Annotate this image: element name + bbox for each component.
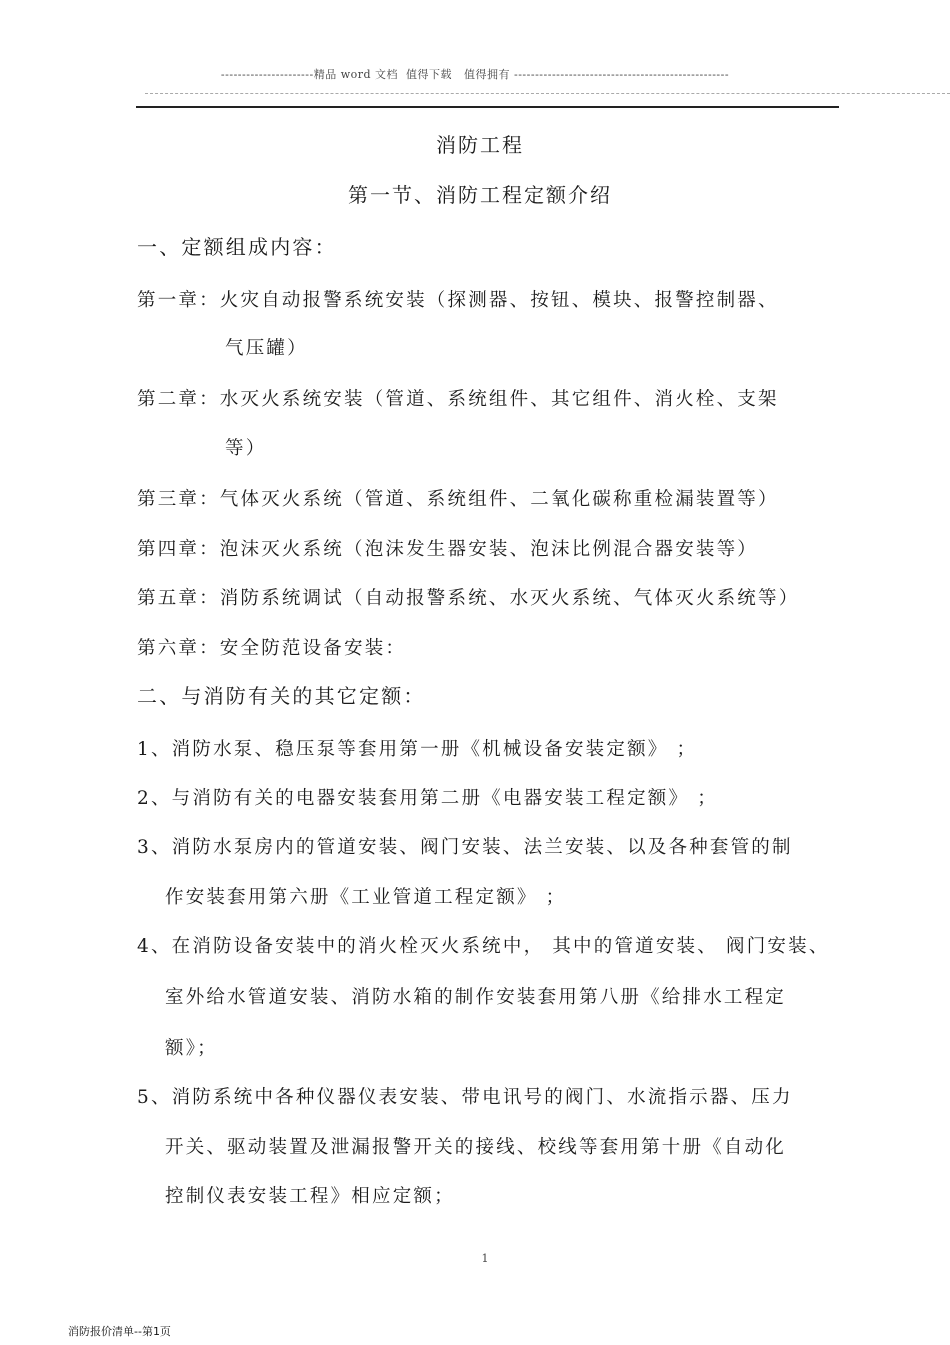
heading-quota-contents: 一、定额组成内容： [137,235,337,259]
chapter-5-line: 第五章：消防系统调试（自动报警系统、水灭火系统、气体灭火系统等） [137,588,800,609]
chapter-4-line: 第四章：泡沫灭火系统（泡沫发生器安装、泡沫比例混合器安装等） [137,539,759,560]
header-dashed-line [145,93,950,94]
page-number: 1 [481,1252,489,1265]
heading-other-quotas: 二、与消防有关的其它定额： [137,684,426,708]
item-4-line-1: 4、在消防设备安装中的消火栓灭火系统中， 其中的管道安装、 阀门安装、 [137,936,830,957]
item-5-line-3: 控制仪表安装工程》相应定额； [165,1186,455,1207]
chapter-1-line-1: 第一章：火灾自动报警系统安装（探测器、按钮、模块、报警控制器、 [137,290,779,311]
chapter-1-line-2: 气压罐） [225,338,308,359]
item-5-line-1: 5、消防系统中各种仪器仪表安装、带电讯号的阀门、水流指示器、压力 [137,1087,793,1108]
item-2-line: 2、与消防有关的电器安装套用第二册《电器安装工程定额》 ； [137,788,718,809]
header-banner: ----------------------精品 word 文档 值得下载 值得拥有 --------------------------------------------------- [220,68,730,81]
chapter-2-line-2: 等） [225,438,267,459]
item-5-line-2: 开关、驱动装置及泄漏报警开关的接线、校线等套用第十册《自动化 [165,1137,787,1158]
item-3-line-2: 作安装套用第六册《工业管道工程定额》 ； [165,887,567,908]
item-4-line-3: 额》； [165,1038,218,1059]
item-1-line: 1、消防水泵、稳压泵等套用第一册《机械设备安装定额》 ； [137,739,698,760]
chapter-2-line-1: 第二章：水灭火系统安装（管道、系统组件、其它组件、消火栓、支架 [137,389,779,410]
chapter-3-line: 第三章：气体灭火系统（管道、系统组件、二氧化碳称重检漏装置等） [137,489,779,510]
item-3-line-1: 3、消防水泵房内的管道安装、阀门安装、法兰安装、以及各种套管的制 [137,837,793,858]
section-title: 第一节、消防工程定额介绍 [348,183,612,207]
document-title: 消防工程 [436,133,524,157]
footer-label: 消防报价清单--第1页 [68,1325,171,1338]
header-rule [136,106,839,108]
item-4-line-2: 室外给水管道安装、消防水箱的制作安装套用第八册《给排水工程定 [165,987,787,1008]
chapter-6-line: 第六章：安全防范设备安装： [137,638,407,659]
